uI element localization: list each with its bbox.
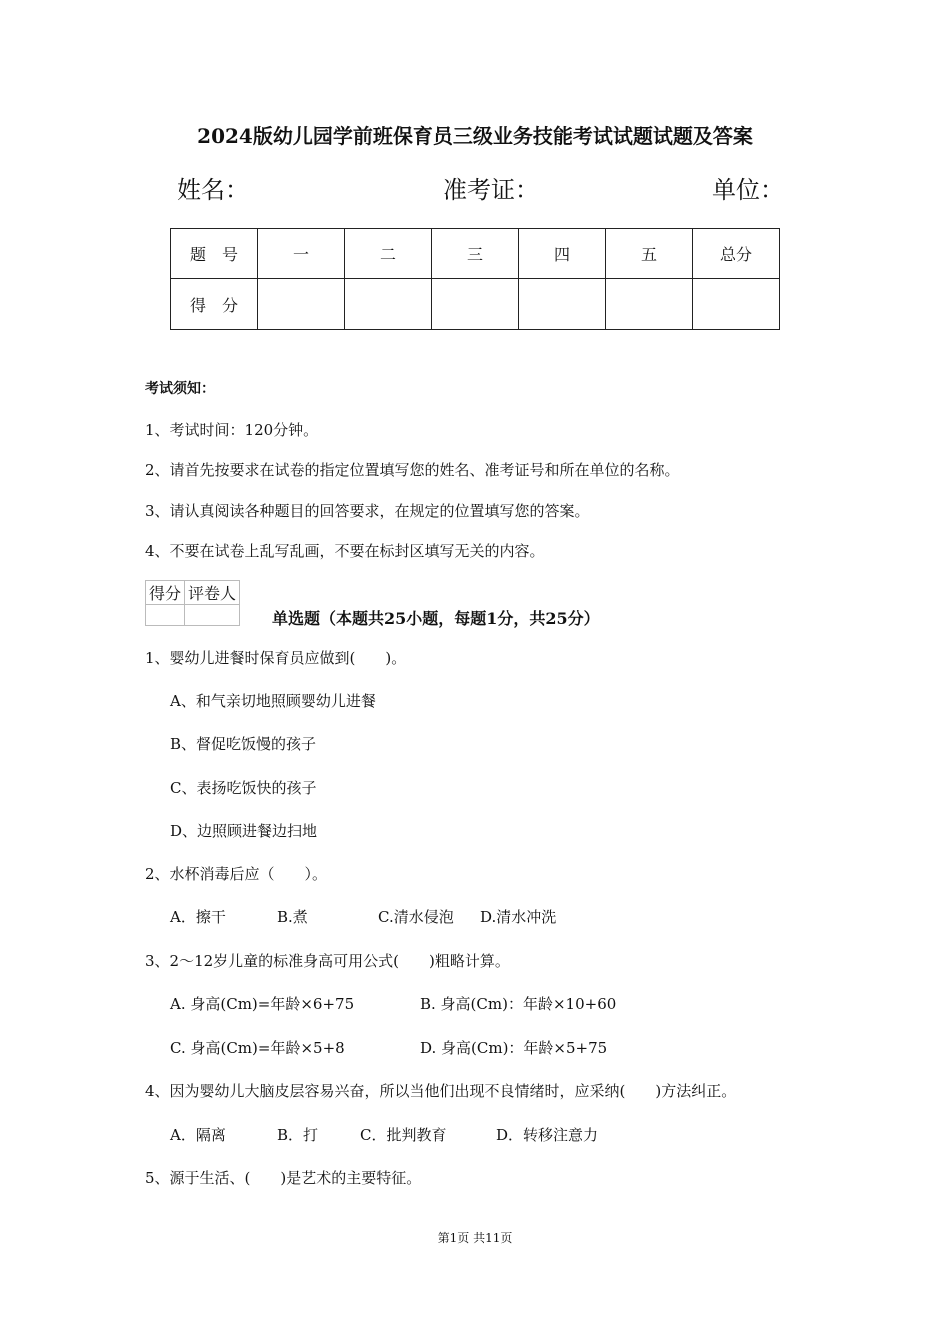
score-cell[interactable] xyxy=(258,279,345,330)
score-header-cell: 一 xyxy=(258,229,345,279)
question-stem: 5、源于生活、( )是艺术的主要特征。 xyxy=(145,1169,422,1187)
unit-label: 单位： xyxy=(712,176,784,204)
question-option: B.煮 xyxy=(277,908,308,926)
notice-item: 1、考试时间：120分钟。 xyxy=(145,421,319,439)
score-row-label: 得 分 xyxy=(171,279,258,330)
question-option: B、督促吃饭慢的孩子 xyxy=(170,735,317,753)
page-footer: 第1页 共11页 xyxy=(437,1231,513,1245)
question-option: B. 身高(Cm)：年龄×10+60 xyxy=(420,995,617,1013)
question-stem: 4、因为婴幼儿大脑皮层容易兴奋，所以当他们出现不良情绪时，应采纳( )方法纠正。 xyxy=(145,1082,737,1100)
notice-item: 3、请认真阅读各种题目的回答要求，在规定的位置填写您的答案。 xyxy=(145,502,590,520)
question-option: D. 身高(Cm)：年龄×5+75 xyxy=(420,1039,608,1057)
question-option: C.清水侵泡 xyxy=(378,908,454,926)
grader-score-cell[interactable] xyxy=(146,605,185,626)
question-option: B．打 xyxy=(277,1126,319,1144)
exam-id-label: 准考证： xyxy=(443,176,539,204)
score-header-cell: 二 xyxy=(345,229,432,279)
score-table-header-row xyxy=(171,229,780,279)
grader-name-cell[interactable] xyxy=(185,605,240,626)
score-cell[interactable] xyxy=(606,279,693,330)
question-option: C．批判教育 xyxy=(360,1126,447,1144)
section-title: 单选题（本题共25小题，每题1分，共25分） xyxy=(272,609,600,628)
question-stem: 1、婴幼儿进餐时保育员应做到( )。 xyxy=(145,649,407,667)
notice-item: 2、请首先按要求在试卷的指定位置填写您的姓名、准考证号和所在单位的名称。 xyxy=(145,461,680,479)
question-option: C、表扬吃饭快的孩子 xyxy=(170,779,317,797)
score-table xyxy=(170,228,780,330)
question-option: A. 身高(Cm)=年龄×6+75 xyxy=(170,995,355,1013)
grader-name-label: 评卷人 xyxy=(185,581,240,605)
score-header-cell: 总分 xyxy=(693,229,780,279)
grader-table xyxy=(145,580,240,626)
score-cell[interactable] xyxy=(432,279,519,330)
notice-title: 考试须知： xyxy=(145,381,215,397)
notice-item: 4、不要在试卷上乱写乱画，不要在标封区填写无关的内容。 xyxy=(145,542,545,560)
grader-score-label: 得分 xyxy=(146,581,185,605)
score-header-cell: 五 xyxy=(606,229,693,279)
name-label: 姓名： xyxy=(177,176,249,204)
question-option: A．隔离 xyxy=(170,1126,226,1144)
score-cell[interactable] xyxy=(345,279,432,330)
question-option: A、和气亲切地照顾婴幼儿进餐 xyxy=(170,692,376,710)
question-stem: 2、水杯消毒后应（ ）。 xyxy=(145,865,328,883)
score-table-score-row xyxy=(171,279,780,330)
question-option: D．转移注意力 xyxy=(496,1126,599,1144)
score-cell[interactable] xyxy=(519,279,606,330)
score-header-cell: 题 号 xyxy=(171,229,258,279)
page-title: 2024版幼儿园学前班保育员三级业务技能考试试题试题及答案 xyxy=(197,124,753,148)
question-stem: 3、2～12岁儿童的标准身高可用公式( )粗略计算。 xyxy=(145,952,510,970)
question-option: D.清水冲洗 xyxy=(480,908,557,926)
score-header-cell: 三 xyxy=(432,229,519,279)
question-option: D、边照顾进餐边扫地 xyxy=(170,822,318,840)
score-header-cell: 四 xyxy=(519,229,606,279)
question-option: A．擦干 xyxy=(170,908,226,926)
question-option: C. 身高(Cm)=年龄×5+8 xyxy=(170,1039,345,1057)
score-cell[interactable] xyxy=(693,279,780,330)
